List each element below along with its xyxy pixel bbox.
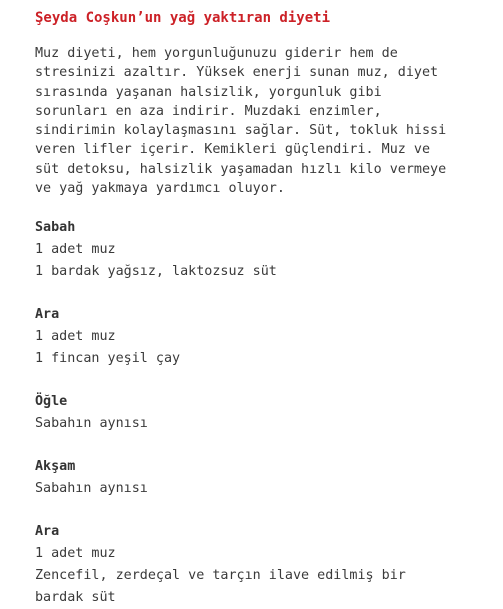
intro-line: veren lifler içerir. Kemikleri güçlendiri. Muz ve [35,142,431,158]
meal-ara-1 [35,304,503,370]
meal-heading: Akşam [35,459,76,475]
meal-sabah [35,217,503,283]
intro-line: stresinizi azaltır. Yüksek enerji sunan muz, diyet [35,65,439,81]
meal-item: Zencefil, zerdeçal ve tarçın ilave edilmiş bir [35,568,406,584]
intro-line: sırasında yaşanan halsizlik, yorgunluk gibi [35,84,382,100]
meal-ogle [35,391,503,435]
meal-heading: Öğle [35,394,68,410]
intro-line: ve yağ yakmaya yardımcı oluyor. [35,181,285,197]
intro-line: süt detoksu, halsizlik yaşamadan hızlı kilo vermeye [35,161,447,177]
meal-item: Sabahın aynısı [35,481,148,497]
meal-item: 1 adet muz [35,329,116,345]
meal-heading: Ara [35,524,60,540]
meal-item: 1 bardak yağsız, laktozsuz süt [35,264,277,280]
meal-item: Sabahın aynısı [35,416,148,432]
meal-item: 1 adet muz [35,546,116,562]
intro-line: sorunları en aza indirir. Muzdaki enzimler, [35,103,382,119]
meal-aksam [35,456,503,500]
meal-heading: Ara [35,307,60,323]
article-title: Şeyda Coşkun’un yağ yaktıran diyeti [35,10,331,26]
intro-line: Muz diyeti, hem yorgunluğunuzu giderir hem de [35,46,398,61]
meal-item: 1 adet muz [35,242,116,258]
article-intro [35,44,447,198]
meal-item: bardak süt [35,590,116,606]
meal-ara-2 [35,521,503,609]
meal-item: 1 fincan yeşil çay [35,351,181,367]
meal-heading: Sabah [35,220,76,236]
intro-line: sindirimin kolaylaşmasını sağlar. Süt, tokluk hissi [35,123,447,139]
